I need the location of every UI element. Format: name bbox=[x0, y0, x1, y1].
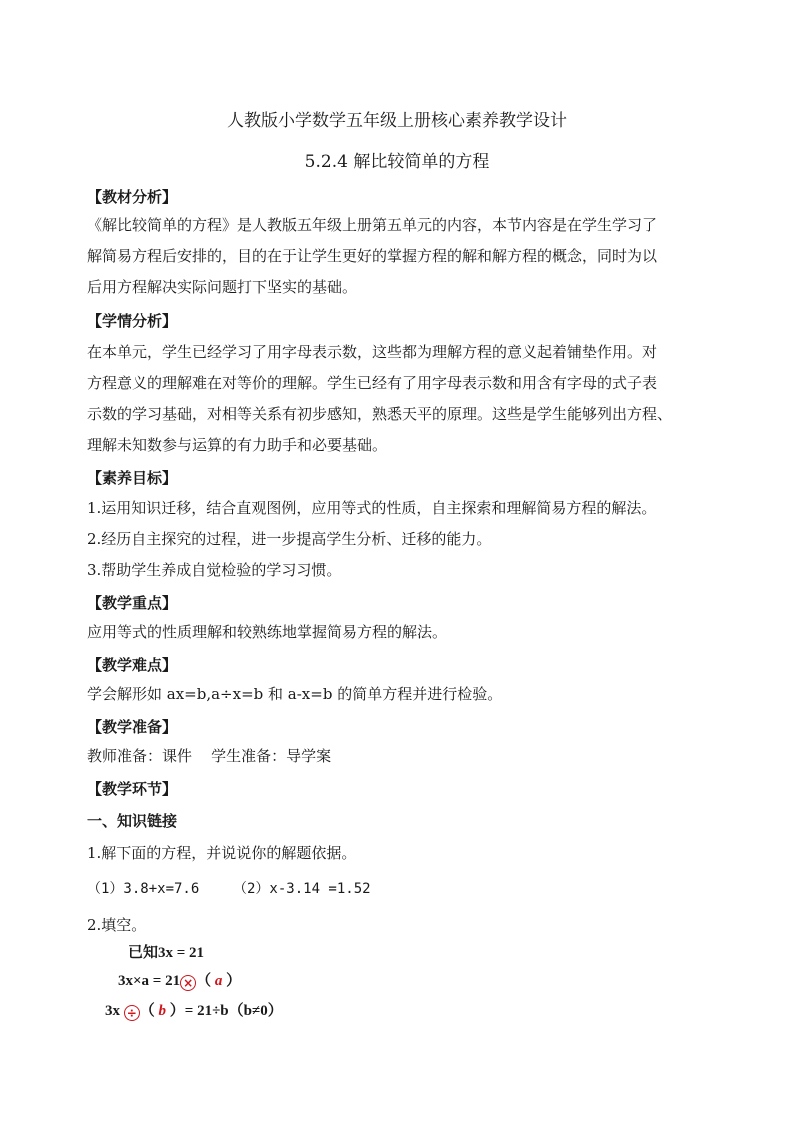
heading-goals: 【素养目标】 bbox=[87, 469, 178, 487]
goals-list bbox=[87, 493, 727, 586]
lesson-title: 5.2.4 解比较简单的方程 bbox=[304, 152, 490, 172]
preparation-text: 教师准备：课件 学生准备：导学案 bbox=[87, 747, 332, 765]
text-line: 后用方程解决实际问题打下坚实的基础。 bbox=[87, 278, 358, 296]
list-item: 1.运用知识迁移，结合直观图例，应用等式的性质，自主探索和理解简易方程的解法。 bbox=[87, 499, 657, 517]
list-item: 2.经历自主探究的过程，进一步提高学生分析、迁移的能力。 bbox=[87, 530, 492, 548]
text-line: 示数的学习基础，对相等关系有初步感知，熟悉天平的原理。这些是学生能够列出方程、 bbox=[87, 405, 673, 423]
math-expression: = 21÷b（b≠0） bbox=[184, 1003, 283, 1019]
heading-material: 【教材分析】 bbox=[87, 188, 178, 206]
text-line: 理解未知数参与运算的有力助手和必要基础。 bbox=[87, 436, 388, 454]
math-row-multiply: 3x×a = 21 × （ a ） bbox=[118, 973, 242, 990]
question-2: 2.填空。 bbox=[87, 916, 147, 934]
math-expression: 3x×a = 21 bbox=[118, 973, 181, 989]
text-line: 方程意义的理解难在对等价的理解。学生已经有了用字母表示数和用含有字母的式子表 bbox=[87, 374, 658, 392]
heading-students: 【学情分析】 bbox=[87, 312, 178, 330]
heading-difficult-points: 【教学难点】 bbox=[87, 656, 178, 674]
material-paragraph bbox=[87, 210, 711, 303]
red-variable: a bbox=[214, 973, 223, 989]
heading-process: 【教学环节】 bbox=[87, 780, 178, 798]
text-line: 解简易方程后安排的，目的在于让学生更好的掌握方程的解和解方程的概念，同时为以 bbox=[87, 247, 658, 265]
difficult-points-text: 学会解形如 ax=b,a÷x=b 和 a-x=b 的简单方程并进行检验。 bbox=[87, 685, 503, 703]
question-1-equations: （1）3.8+x=7.6 （2）x-3.14 =1.52 bbox=[87, 881, 371, 897]
list-item: 3.帮助学生养成自觉检验的学习习惯。 bbox=[87, 561, 342, 579]
math-expression: 3x bbox=[105, 1003, 120, 1019]
question-1: 1.解下面的方程，并说说你的解题依据。 bbox=[87, 844, 357, 862]
part-knowledge-link: 一、知识链接 bbox=[87, 812, 178, 830]
students-paragraph bbox=[87, 337, 711, 461]
math-given: 已知3x = 21 bbox=[128, 945, 205, 961]
text-line: 《解比较简单的方程》是人教版五年级上册第五单元的内容，本节内容是在学生学习了 bbox=[87, 216, 658, 234]
circled-multiply-icon: × bbox=[180, 975, 196, 991]
red-variable: b bbox=[158, 1003, 167, 1019]
circled-divide-icon: ÷ bbox=[124, 1005, 140, 1021]
heading-key-points: 【教学重点】 bbox=[87, 594, 178, 612]
text-line: 在本单元，学生已经学习了用字母表示数，这些都为理解方程的意义起着铺垫作用。对 bbox=[87, 343, 658, 361]
math-row-divide: 3x ÷ （ b ）= 21÷b（b≠0） bbox=[105, 1003, 283, 1020]
key-points-text: 应用等式的性质理解和较熟练地掌握简易方程的解法。 bbox=[87, 623, 448, 641]
heading-preparation: 【教学准备】 bbox=[87, 718, 178, 736]
document-title: 人教版小学数学五年级上册核心素养教学设计 bbox=[227, 111, 567, 131]
